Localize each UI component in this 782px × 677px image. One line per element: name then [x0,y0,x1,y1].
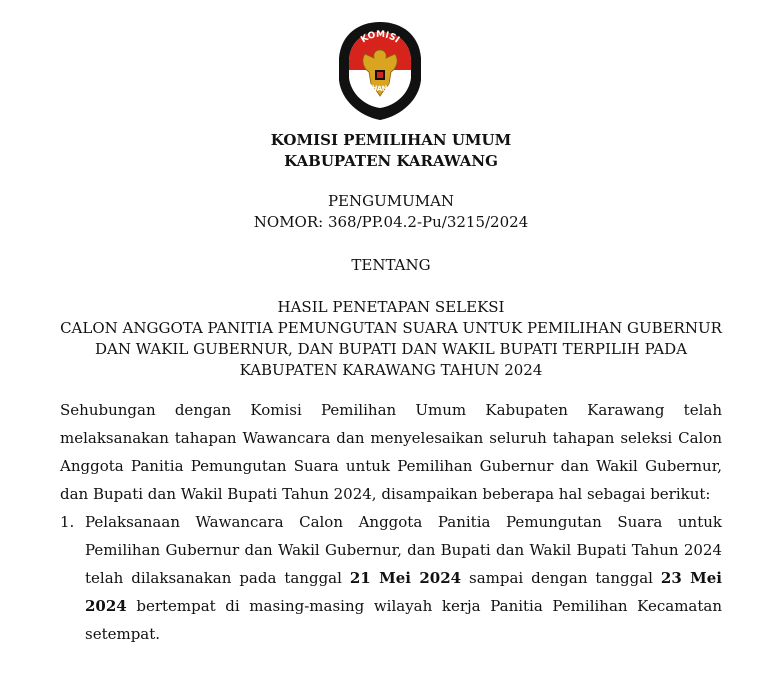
subject-line: HASIL PENETAPAN SELEKSI [277,298,505,316]
document-body [60,396,722,648]
end-date: 23 Mei 2024 [85,569,723,615]
kpu-emblem-icon [337,20,423,122]
announcement-title: PENGUMUMAN [327,192,455,210]
institution-heading [0,130,782,172]
institution-region: KABUPATEN KARAWANG [284,152,498,170]
intro-paragraph: Sehubungan dengan Komisi Pemilihan Umum Kabupaten Karawang telah melaksanakan tahapan Wawancara dan menyelesaikan seluruh tahapan seleksi Calon Anggota Panitia Pemungutan Suara untuk Pemilihan Gubernur dan Wakil Gubernur, dan Bupati dan Wakil Bupati Tahun 2024, disampaikan beberapa hal sebagai berikut: [60,401,722,503]
svg-text:PEMILIHAN UMUM: PEMILIHAN UMUM [349,69,411,94]
institution-name: KOMISI PEMILIHAN UMUM [270,131,512,149]
kpu-logo [337,20,423,122]
list-item: 1. Pelaksanaan Wawancara Calon Anggota Panitia Pemungutan Suara untuk Pemilihan Gubernur dan Wakil Gubernur, dan Bupati dan Wakil Bupati Tahun 2024 telah dilaksanakan pada tanggal 21 Mei 2024 sampai dengan tanggal 23 Mei 2024 bertempat di masing-masing wilayah kerja Panitia Pemilihan Kecamatan setempat. [60,508,722,648]
start-date: 21 Mei 2024 [349,569,462,587]
subject-line: DAN WAKIL GUBERNUR, DAN BUPATI DAN WAKIL BUPATI TERPILIH PADA [94,340,688,358]
subject-line: KABUPATEN KARAWANG TAHUN 2024 [239,361,543,379]
announcement-block [0,191,782,233]
svg-text:KOMISI: KOMISI [359,29,401,46]
list-number: 1. [60,513,75,531]
subject-line: CALON ANGGOTA PANITIA PEMUNGUTAN SUARA UNTUK PEMILIHAN GUBERNUR [60,319,722,337]
points-list [60,508,722,648]
about-label: TENTANG [351,256,431,274]
announcement-number: NOMOR: 368/PP.04.2-Pu/3215/2024 [253,213,529,231]
subject-block [0,297,782,381]
